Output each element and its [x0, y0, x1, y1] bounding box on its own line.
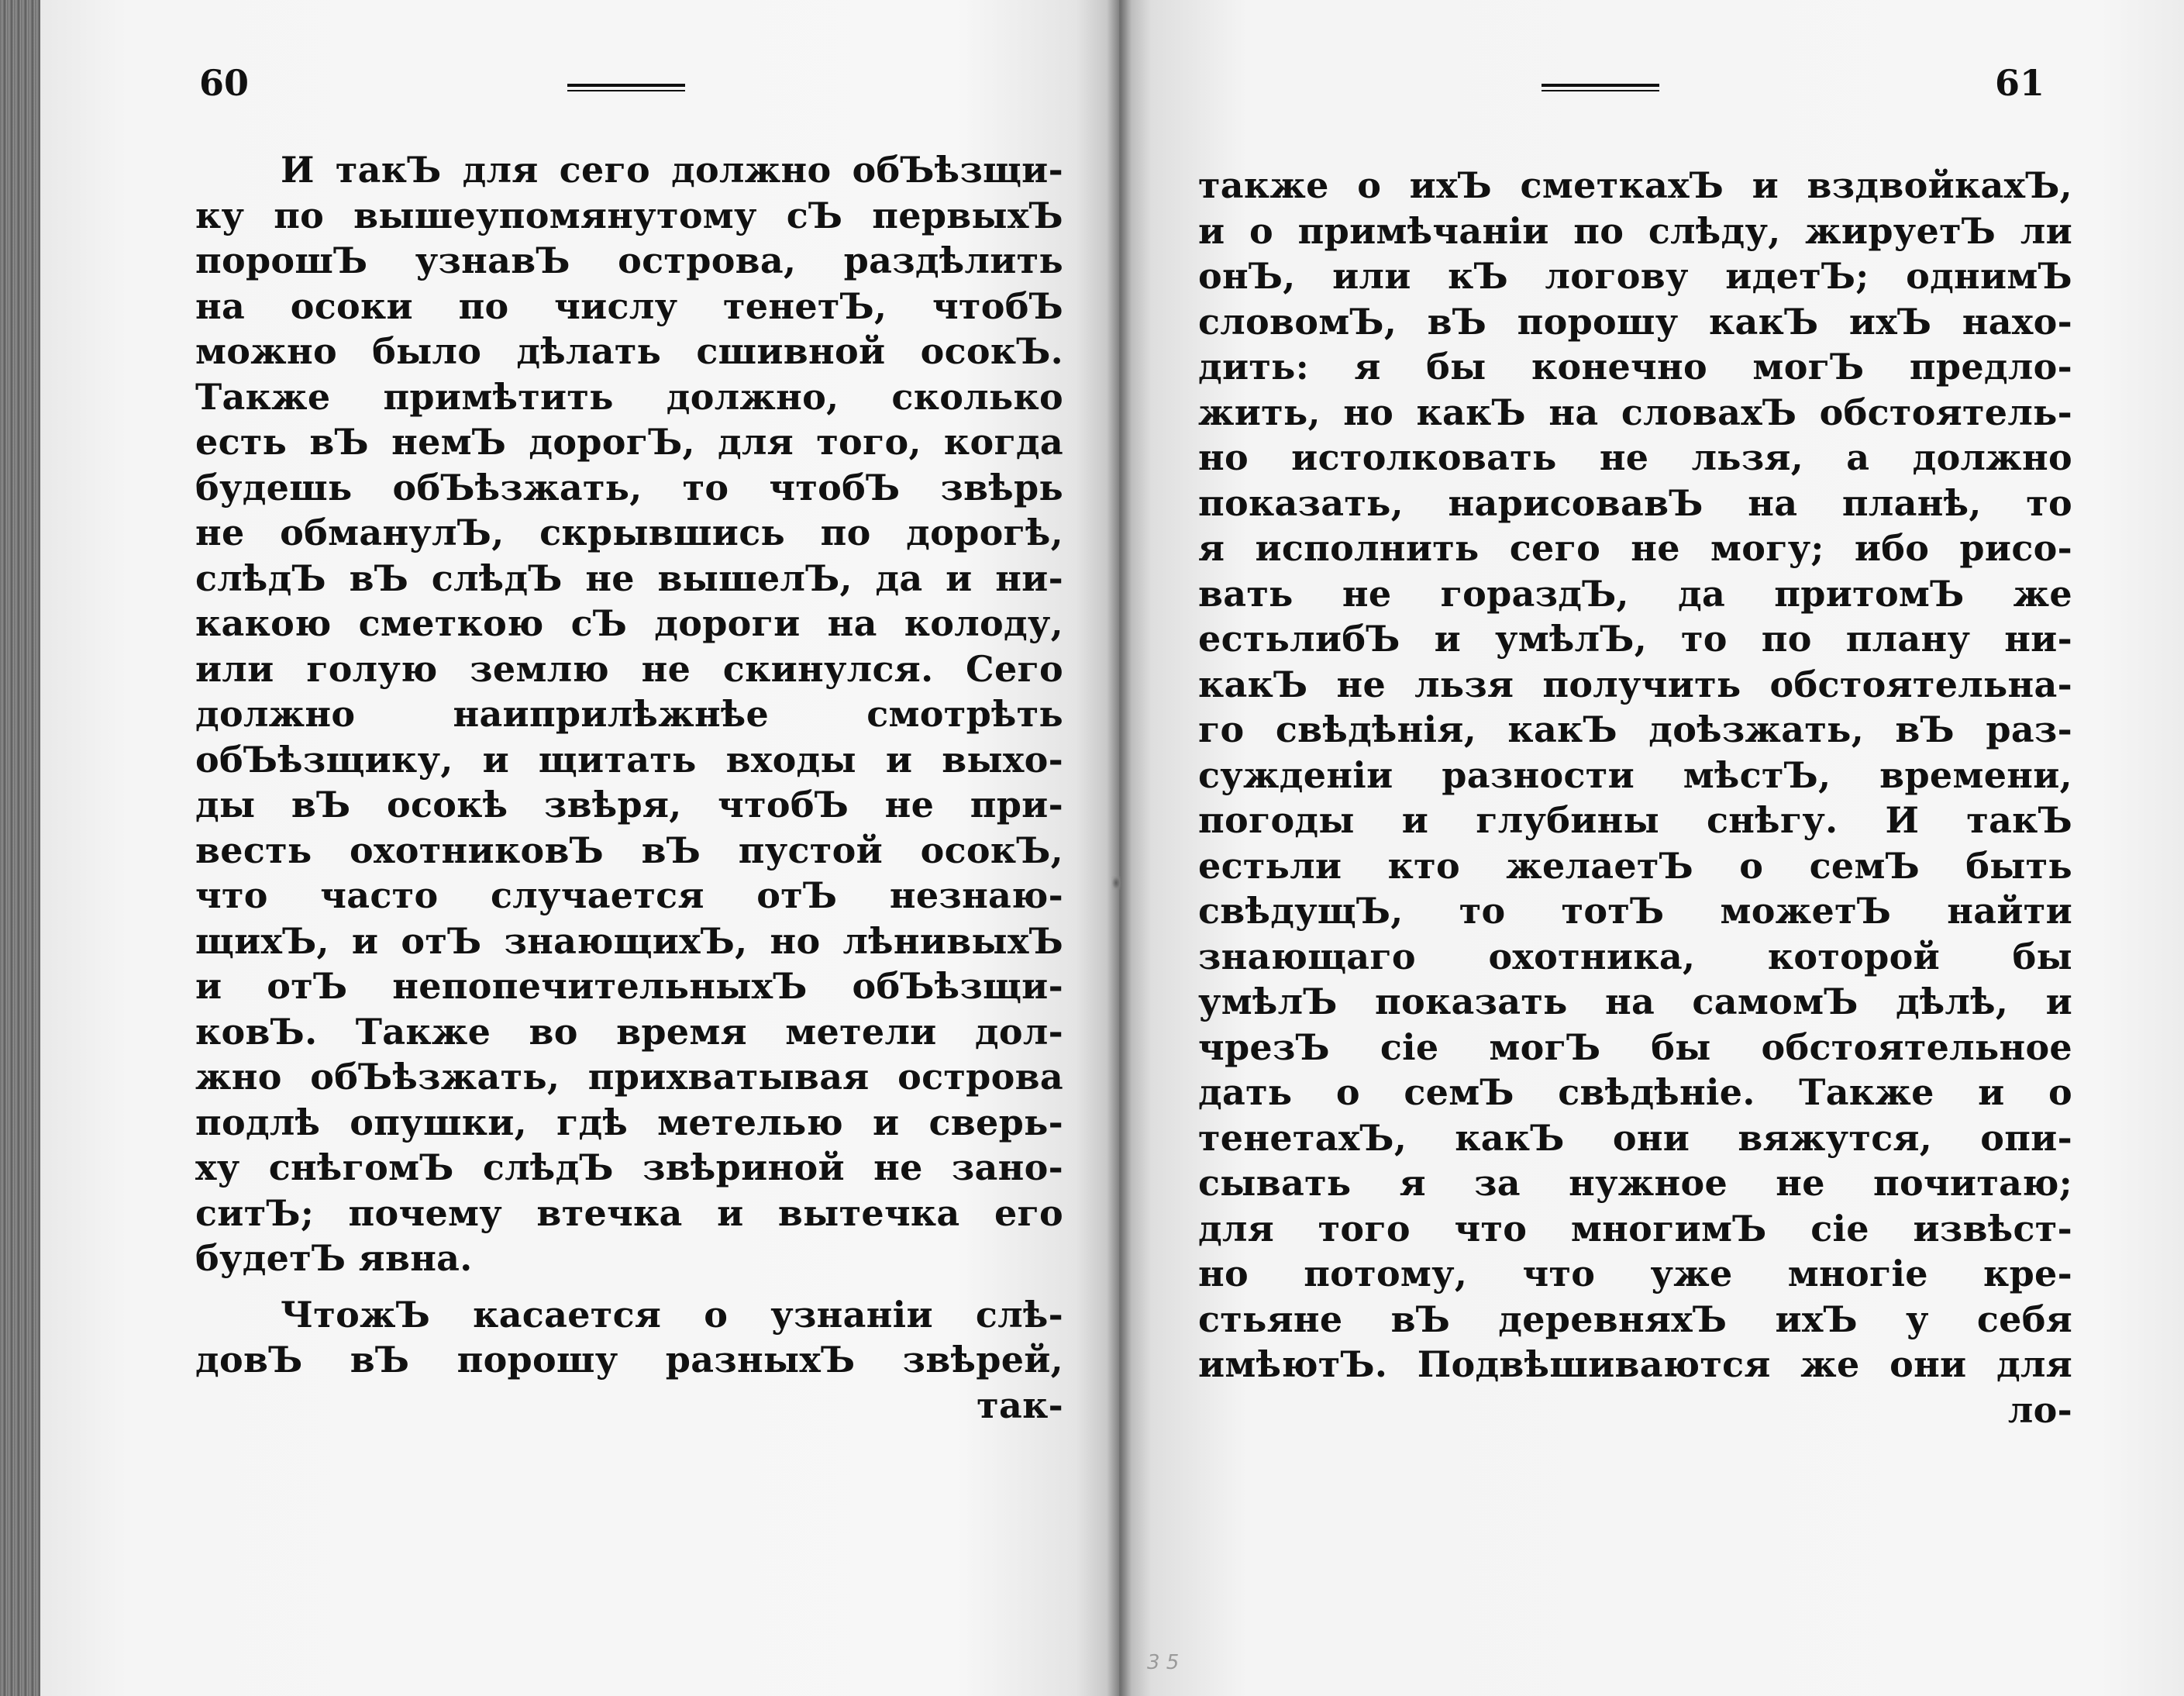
text-line: естьли кто желаетЪ о семЪ быть: [1198, 844, 2072, 887]
text-line: жно обЪѣзжать, прихватывая острова: [195, 1056, 1063, 1098]
text-line: умѣлЪ показать на самомЪ дѣлѣ, и: [1198, 981, 2072, 1022]
text-line: чрезЪ сіе могЪ бы обстоятельное: [1198, 1026, 2072, 1068]
text-line: знающаго охотника, которой бы: [1198, 935, 2072, 977]
text-line: обЪѣзщику, и щитать входы и выхо-: [195, 738, 1063, 781]
right-header-rule: [1542, 84, 1659, 98]
text-line: слѣдЪ вЪ слѣдЪ не вышелЪ, да и ни-: [195, 557, 1063, 599]
text-line: какЪ не льзя получить обстоятельна-: [1198, 663, 2072, 705]
book-gutter: [1107, 0, 1132, 1696]
text-line: или голую землю не скинулся. Сего: [195, 647, 1063, 690]
left-header-rule: [567, 84, 685, 98]
right-page-number: 61: [1995, 62, 2045, 104]
right-page: [1119, 0, 2184, 1696]
text-line: будешь обЪѣзжать, то чтобЪ звѣрь: [195, 466, 1063, 508]
text-line: я исполнить сего не могу; ибо рисо-: [1198, 527, 2072, 569]
text-line: на осоки по числу тенетЪ, чтобЪ: [195, 284, 1063, 327]
text-line: для того что многимЪ сіе извѣст-: [1198, 1207, 2072, 1250]
text-line: будетЪ явна.: [195, 1237, 473, 1279]
text-line: и о примѣчаніи по слѣду, жируетЪ ли: [1198, 209, 2072, 252]
margin-note: 3 5: [1147, 1651, 1180, 1674]
text-line: ситЪ; почему втечка и вытечка его: [195, 1191, 1063, 1234]
text-line: онЪ, или кЪ логову идетЪ; однимЪ: [1198, 255, 2072, 297]
text-line: стьяне вЪ деревняхЪ ихЪ у себя: [1198, 1298, 2072, 1340]
text-line: дать о семЪ свѣдѣніе. Также и о: [1198, 1071, 2072, 1113]
text-line: ху снѣгомЪ слѣдЪ звѣриной не зано-: [195, 1146, 1063, 1188]
text-line: Также примѣтить должно, сколько: [195, 375, 1063, 418]
left-page-text: [195, 147, 1063, 1428]
text-line: но истолковать не льзя, а должно: [1198, 436, 2072, 478]
text-line: что часто случается отЪ незнаю-: [195, 874, 1063, 916]
text-line: довЪ вЪ порошу разныхЪ звѣрей,: [195, 1339, 1063, 1381]
text-line: жить, но какЪ на словахЪ обстоятель-: [1198, 391, 2072, 433]
text-line: какою сметкою сЪ дороги на колоду,: [195, 602, 1063, 644]
text-line: показать, нарисовавЪ на планѣ, то: [1198, 481, 2072, 524]
left-page-number: 60: [199, 62, 250, 104]
catchword: так-: [977, 1384, 1063, 1426]
text-line: и отЪ непопечительныхЪ обЪѣзщи-: [195, 965, 1063, 1007]
text-line: сывать я за нужное не почитаю;: [1198, 1162, 2072, 1204]
text-line: го свѣдѣнія, какЪ доѣзжать, вЪ раз-: [1198, 708, 2072, 750]
text-line: И такЪ для сего должно обЪѣзщи-: [281, 149, 1063, 191]
text-line: подлѣ опушки, гдѣ метелью и сверь-: [195, 1101, 1063, 1143]
right-page-text: [1198, 163, 2072, 1432]
text-line: имѣютЪ. Подвѣшиваются же они для: [1198, 1343, 2072, 1385]
text-line: погоды и глубины снѣгу. И такЪ: [1198, 799, 2072, 841]
text-line: тенетахЪ, какЪ они вяжутся, опи-: [1198, 1116, 2072, 1159]
text-line: ковЪ. Также во время метели дол-: [195, 1010, 1063, 1053]
text-line: естьлибЪ и умѣлЪ, то по плану ни-: [1198, 618, 2072, 660]
text-line: свѣдущЪ, то тотЪ можетЪ найти: [1198, 890, 2072, 932]
catchword: ло-: [2007, 1388, 2072, 1431]
text-line: щихЪ, и отЪ знающихЪ, но лѣнивыхЪ: [195, 919, 1063, 962]
text-line: словомЪ, вЪ порошу какЪ ихЪ нахо-: [1198, 300, 2072, 343]
text-line: не обманулЪ, скрывшись по дорогѣ,: [195, 512, 1063, 553]
text-line: весть охотниковЪ вЪ пустой осокЪ,: [195, 829, 1063, 871]
text-line: порошЪ узнавЪ острова, раздѣлить: [195, 240, 1063, 281]
text-line: ды вЪ осокѣ звѣря, чтобЪ не при-: [195, 784, 1063, 826]
left-page: [40, 0, 1119, 1696]
book-edge: [0, 0, 40, 1696]
text-line: также о ихЪ сметкахЪ и вздвойкахЪ,: [1198, 164, 2072, 206]
text-line: дить: я бы конечно могЪ предло-: [1198, 346, 2072, 388]
text-line: ку по вышеупомянутому сЪ первыхЪ: [195, 194, 1063, 236]
text-line: должно наиприлѣжнѣе смотрѣть: [195, 693, 1063, 735]
text-line: можно было дѣлать сшивной осокЪ.: [195, 330, 1063, 372]
text-line: ЧтожЪ касается о узнаніи слѣ-: [281, 1293, 1063, 1336]
text-line: сужденіи разности мѣстЪ, времени,: [1198, 753, 2072, 796]
text-line: вать не гораздЪ, да притомЪ же: [1198, 572, 2072, 615]
text-line: есть вЪ немЪ дорогЪ, для того, когда: [195, 421, 1063, 463]
text-line: но потому, что уже многіе кре-: [1198, 1253, 2072, 1294]
